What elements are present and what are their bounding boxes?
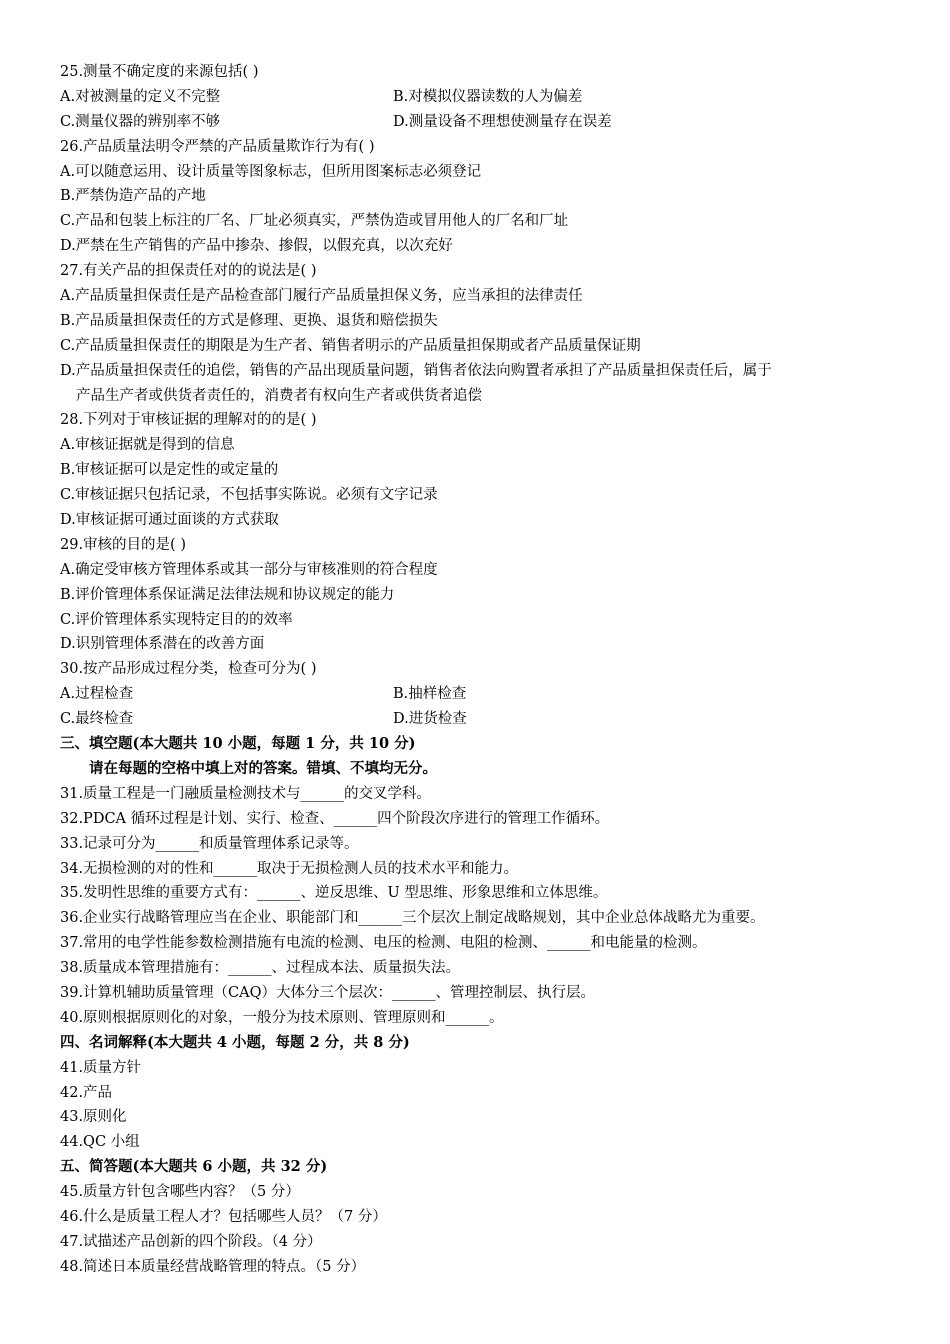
option-text: B.审核证据可以是定性的或定量的 [60,462,279,479]
question-text: 31.质量工程是一门融质量检测技术与______的交叉学科。 [60,785,432,802]
option-text: A.产品质量担保责任是产品检查部门履行产品质量担保义务，应当承担的法律责任 [60,288,583,305]
question-text: 33.记录可分为______和质量管理体系记录等。 [60,835,359,852]
option-row [60,85,900,110]
question-text: 36.企业实行战略管理应当在企业、职能部门和______三个层次上制定战略规划，其中企业总体战略尤为重要。 [60,910,765,927]
question-text: 39.计算机辅助质量管理（CAQ）大体分三个层次：______、管理控制层、执行层。 [60,984,596,1001]
option-text: C.评价管理体系实现特定目的的效率 [60,611,293,628]
question-text: 32.PDCA 循环过程是计划、实行、检查、______四个阶段次序进行的管理工作循环。 [60,810,610,827]
option-text: B.对模拟仪器读数的人为偏差 [393,88,583,105]
option-row [60,707,900,732]
option-text: A.审核证据就是得到的信息 [60,437,235,454]
question-text: 28.下列对于审核证据的理解对的的是( ) [60,412,317,429]
question-text: 45.质量方针包含哪些内容？（5 分） [60,1184,300,1201]
option-text: D.进货检查 [393,711,467,728]
question-text: 43.原则化 [60,1109,127,1126]
option-text: B.严禁伪造产品的产地 [60,188,206,205]
option-row [60,110,900,135]
question-text: 26.产品质量法明令严禁的产品质量欺诈行为有( ) [60,138,375,155]
section-instruction: 请在每题的空格中填上对的答案。错填、不填均无分。 [89,759,437,777]
option-text: D.审核证据可通过面谈的方式获取 [60,512,279,529]
option-text: D.严禁在生产销售的产品中掺杂、掺假，以假充真，以次充好 [60,238,453,255]
question-text: 37.常用的电学性能参数检测措施有电流的检测、电压的检测、电阻的检测、______和电能量的检测。 [60,935,707,952]
option-text: C.审核证据只包括记录，不包括事实陈说。必须有文字记录 [60,487,438,504]
section-heading: 三、填空题(本大题共 10 小题，每题 1 分，共 10 分) [60,735,416,753]
question-text: 47.试描述产品创新的四个阶段。（4 分） [60,1233,322,1250]
section-heading: 四、名词解释(本大题共 4 小题，每题 2 分，共 8 分) [60,1033,410,1051]
option-text: C.最终检查 [60,711,134,728]
section-heading: 五、简答题(本大题共 6 小题，共 32 分) [60,1158,328,1176]
question-text: 35.发明性思维的重要方式有：______、逆反思维、U 型思维、形象思维和立体思维。 [60,885,608,902]
question-text: 40.原则根据原则化的对象，一般分为技术原则、管理原则和______。 [60,1009,504,1026]
option-text: A.对被测量的定义不完整 [60,88,221,105]
document-page [60,60,900,1280]
question-text: 42.产品 [60,1084,113,1101]
question-text: 30.按产品形成过程分类，检查可分为( ) [60,661,317,678]
option-row [60,682,900,707]
question-text: 25.测量不确定度的来源包括( ) [60,64,259,80]
option-text: A.可以随意运用、设计质量等图象标志，但所用图案标志必须登记 [60,163,482,180]
option-text: A.确定受审核方管理体系或其一部分与审核准则的符合程度 [60,561,438,578]
option-text: D.产品质量担保责任的追偿，销售的产品出现质量问题，销售者依法向购置者承担了产品质量担保责任后，属于 [60,362,772,379]
question-text: 44.QC 小组 [60,1134,140,1151]
question-text: 41.质量方针 [60,1059,142,1076]
option-text: C.产品质量担保责任的期限是为生产者、销售者明示的产品质量担保期或者产品质量保证期 [60,337,641,354]
option-text: B.抽样检查 [393,686,467,703]
question-text: 48.简述日本质量经营战略管理的特点。（5 分） [60,1258,366,1275]
option-text: C.产品和包装上标注的厂名、厂址必须真实，严禁伪造或冒用他人的厂名和厂址 [60,213,569,230]
option-text: D.识别管理体系潜在的改善方面 [60,636,265,653]
option-text: B.评价管理体系保证满足法律法规和协议规定的能力 [60,586,395,603]
question-text: 46.什么是质量工程人才？包括哪些人员？（7 分） [60,1208,387,1225]
option-text: D.测量设备不理想使测量存在误差 [393,113,612,130]
option-text: B.产品质量担保责任的方式是修理、更换、退货和赔偿损失 [60,312,438,329]
question-text: 29.审核的目的是( ) [60,536,186,553]
option-text: C.测量仪器的辨别率不够 [60,113,221,130]
question-text: 27.有关产品的担保责任对的的说法是( ) [60,263,317,280]
question-text: 38.质量成本管理措施有：______、过程成本法、质量损失法。 [60,960,461,977]
option-text: A.过程检查 [60,686,134,703]
question-text: 34.无损检测的对的性和______取决于无损检测人员的技术水平和能力。 [60,860,519,877]
option-continuation: 产品生产者或供货者责任的，消费者有权向生产者或供货者追偿 [76,387,482,404]
